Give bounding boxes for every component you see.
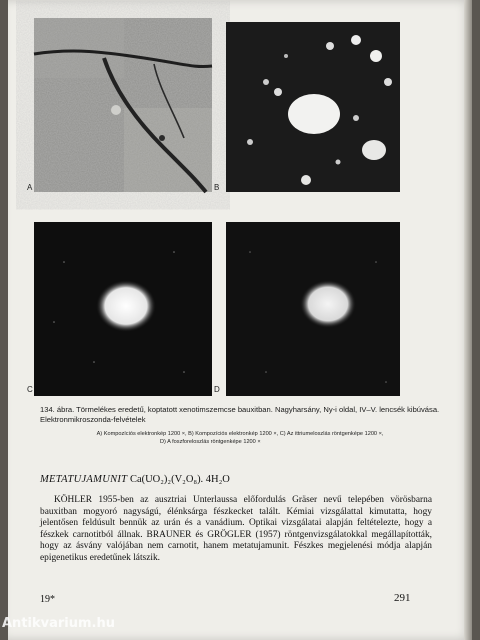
micrograph-c-image (34, 222, 212, 396)
book-page (8, 0, 472, 640)
plate-label-a: A (27, 183, 33, 192)
plate-label-b: B (214, 183, 220, 192)
figure-caption: 134. ábra. Törmelékes eredetű, koptatott xenotimszemcse bauxitban. Nagyharsány, Ny-i oldal, IV–V. lencsék kibúvása. Elektronmikroszonda-felvételek (40, 405, 440, 424)
legend-line: D) A foszforeloszlás röntgenképe 1200 × (160, 439, 261, 445)
micrograph-c (27, 222, 212, 396)
page-edge (464, 0, 472, 640)
legend-line: A) Kompozíciós elektronkép 1200 ×, B) Kompozíciós elektronkép 1200 ×, C) Az ittriumeloszlás röntgenképe 1200 ×, (96, 431, 384, 437)
mineral-name: METATUJAMUNIT (40, 474, 128, 485)
micrograph-d-image (226, 222, 400, 396)
micrograph-b (214, 22, 400, 192)
mineral-formula: Ca(UO₂)₂(V₂O₈). 4H₂O (129, 474, 230, 485)
page-number: 291 (394, 592, 411, 604)
figure-legend (34, 430, 446, 446)
micrograph-a-image (34, 18, 212, 192)
body-paragraph: KÖHLER 1955-ben az ausztriai Unterlaussa előfordulás Gräser nevű telepében vörösbarna bauxitban mogyoró nagyságú, élénksárga fészkecket talált. Kémiai vizsgálattal kimutatta, hogy jelentősen feldúsult bennük az urán és a vanádium. Optikai vizsgálatai alapján feltételezte, hogy a fészkek carnotitból állnak. BRAUNER és GRÖGLER (1957) röntgenvizsgálatokkal megállapították, hogy az ásvány valójában nem carnotit, hanem metatujamunit. Fészkes megjelenési módja alapján epigenetikus eredetűnek látszik. (40, 495, 432, 563)
micrograph-b-image (226, 22, 400, 192)
micrograph-a (27, 18, 212, 192)
plate-label-d: D (214, 385, 220, 394)
mineral-heading (40, 474, 440, 485)
body-text (40, 495, 432, 564)
signature-mark: 19* (40, 594, 55, 605)
plate-label-c: C (27, 385, 33, 394)
micrograph-d (214, 222, 400, 396)
watermark-logo: Antikvarium.hu (2, 616, 115, 631)
